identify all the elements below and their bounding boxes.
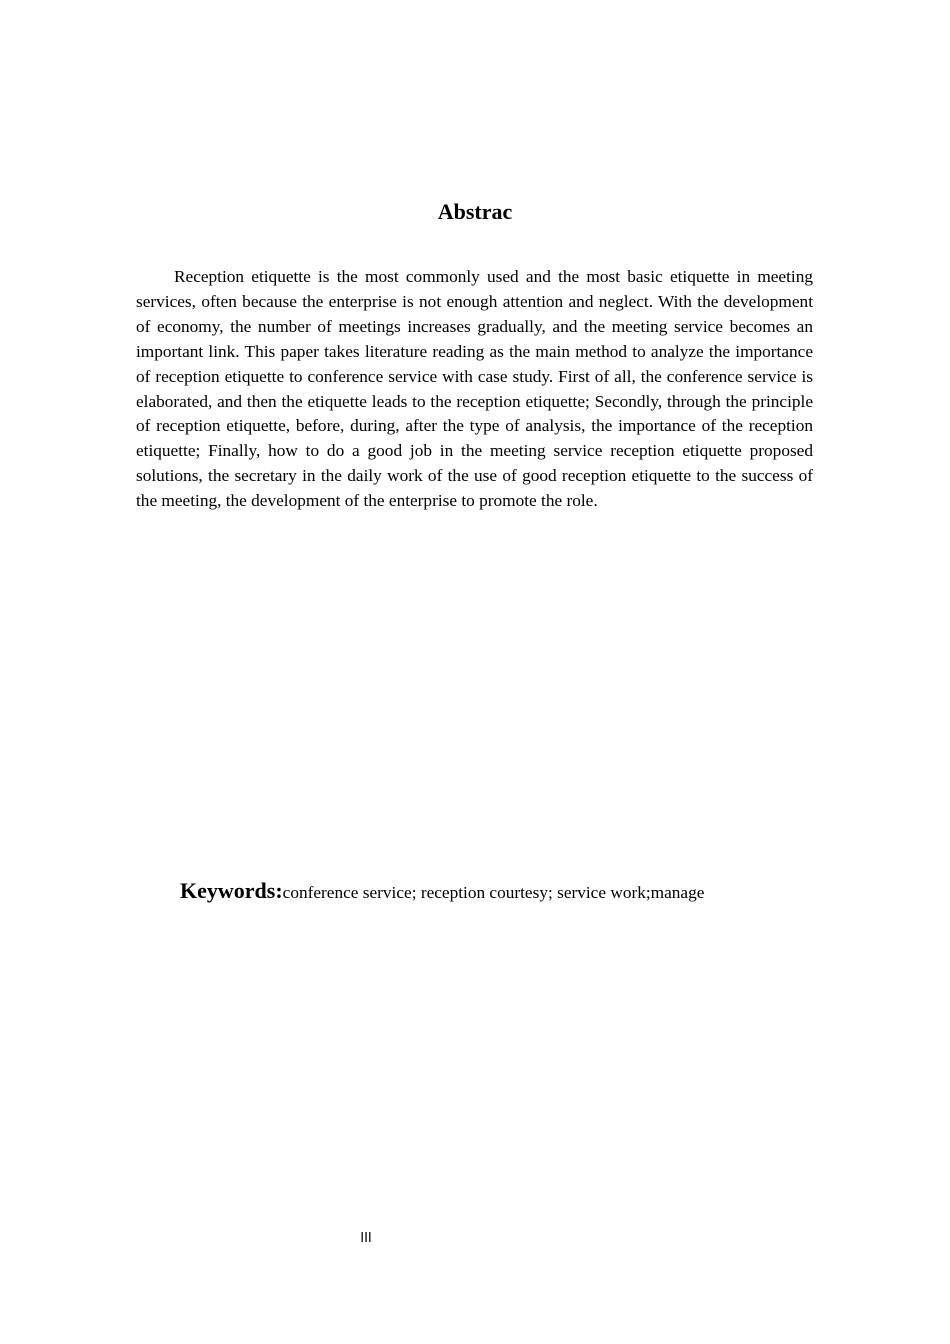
keywords-line bbox=[180, 876, 860, 908]
keywords-label: Keywords: bbox=[180, 878, 283, 903]
abstract-paragraph: Reception etiquette is the most commonly used and the most basic etiquette in meeting services, often because the enterprise is not enough attention and neglect. With the development of economy, the number of meetings increases gradually, and the meeting service becomes an important link. This paper takes literature reading as the main method to analyze the importance of reception etiquette to conference service with case study. First of all, the conference service is elaborated, and then the etiquette leads to the reception etiquette; Secondly, through the principle of reception etiquette, before, during, after the type of analysis, the importance of the reception etiquette; Finally, how to do a good job in the meeting service reception etiquette proposed solutions, the secretary in the daily work of the use of good reception etiquette to the success of the meeting, the development of the enterprise to promote the role. bbox=[136, 267, 813, 511]
page-number: III bbox=[360, 1231, 372, 1246]
abstract-title: Abstrac bbox=[437, 199, 513, 224]
keywords-text: conference service; reception courtesy; service work;manage bbox=[282, 883, 705, 902]
